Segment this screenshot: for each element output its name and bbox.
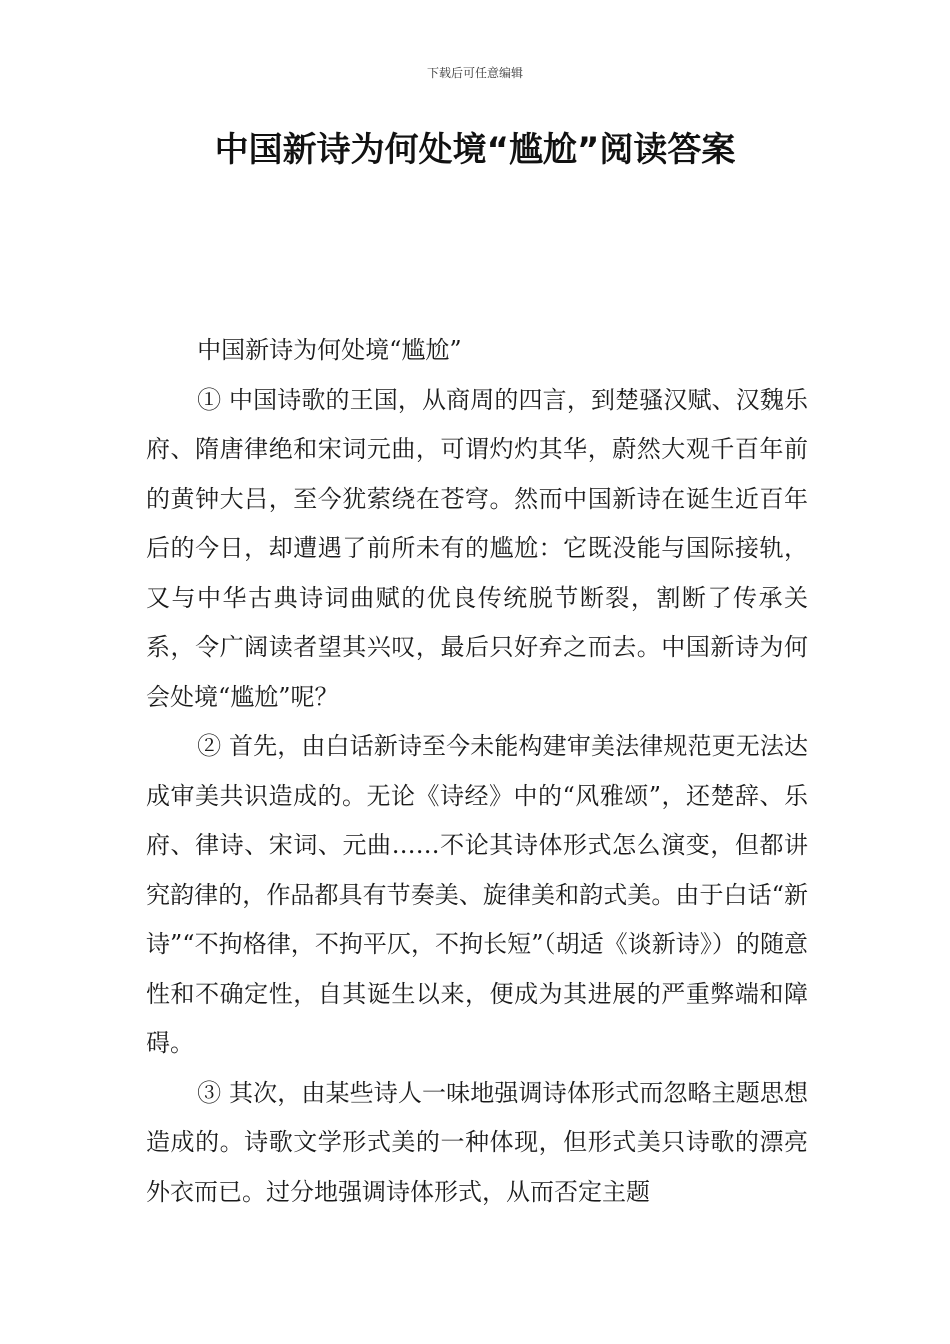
paragraph-3: ③ 其次，由某些诗人一味地强调诗体形式而忽略主题思想造成的。诗歌文学形式美的一种体现，但形式美只诗歌的漂亮外衣而已。过分地强调诗体形式，从而否定主题 bbox=[146, 1078, 808, 1206]
page-header-note: 下载后可任意编辑 bbox=[426, 66, 523, 80]
document-body bbox=[146, 326, 808, 1217]
document-title: 中国新诗为何处境“尴尬”阅读答案 bbox=[214, 130, 736, 170]
paragraph-1: ① 中国诗歌的王国，从商周的四言，到楚骚汉赋、汉魏乐府、隋唐律绝和宋词元曲，可谓灼灼其华，蔚然大观千百年前的黄钟大吕，至今犹萦绕在苍穹。然而中国新诗在诞生近百年后的今日，却遭遇了前所未有的尴尬：它既没能与国际接轨，又与中华古典诗词曲赋的优良传统脱节断裂，割断了传承关系，令广阔读者望其兴叹，最后只好弃之而去。中国新诗为何会处境“尴尬”呢？ bbox=[146, 385, 808, 711]
article-heading: 中国新诗为何处境“尴尬” bbox=[197, 336, 462, 364]
paragraph-2: ② 首先，由白话新诗至今未能构建审美法律规范更无法达成审美共识造成的。无论《诗经》中的“风雅颂”，还楚辞、乐府、律诗、宋词、元曲……不论其诗体形式怎么演变，但都讲究韵律的，作品都具有节奏美、旋律美和韵式美。由于白话“新诗”“不拘格律，不拘平仄，不拘长短”（胡适《谈新诗》）的随意性和不确定性，自其诞生以来，便成为其进展的严重弊端和障碍。 bbox=[146, 732, 808, 1057]
